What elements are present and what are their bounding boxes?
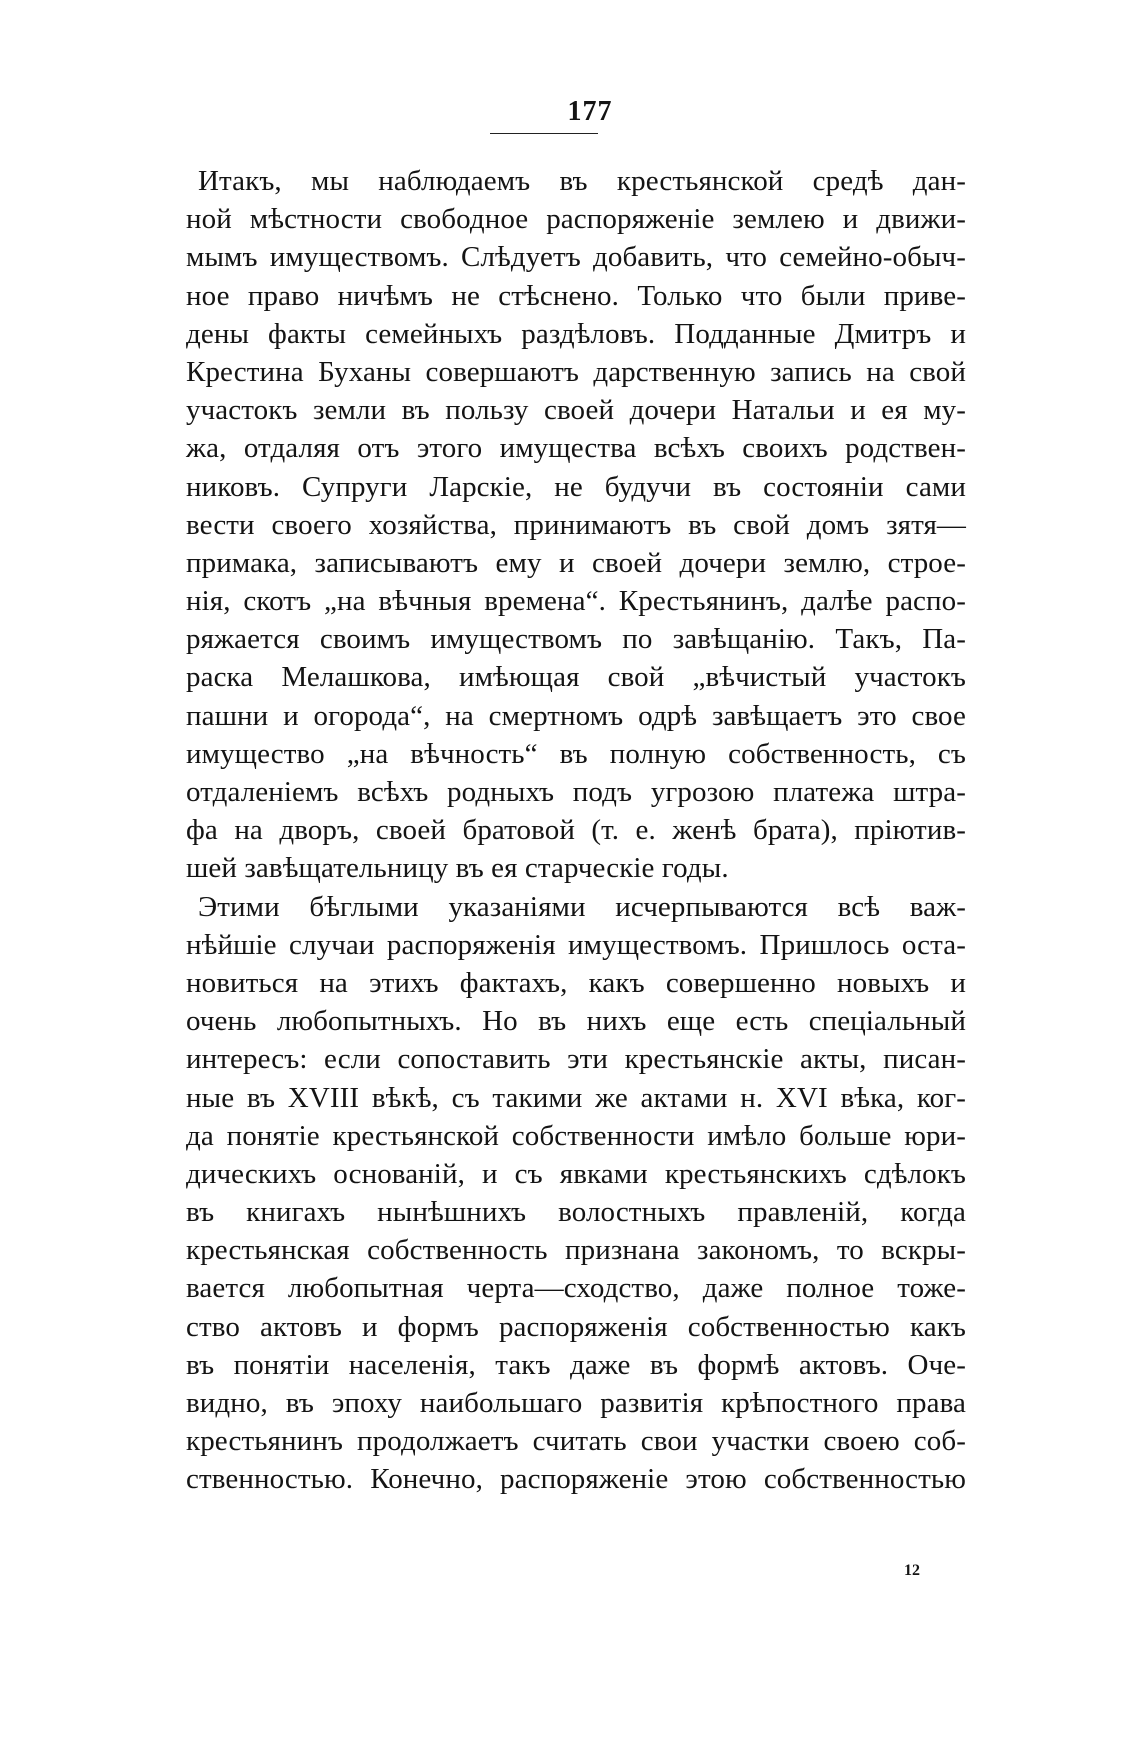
body-text <box>186 162 966 1499</box>
text-line: дическихъ основаній, и съ явками крестьянскихъ сдѣлокъ <box>186 1157 966 1190</box>
text-line: въ понятіи населенія, такъ даже въ формѣ актовъ. Оче- <box>186 1348 966 1381</box>
printer-signature-mark: 12 <box>904 1562 920 1579</box>
text-line: очень любопытныхъ. Но въ нихъ еще есть спеціальный <box>186 1005 966 1038</box>
page-number: 177 <box>567 96 613 127</box>
text-line: дены факты семейныхъ раздѣловъ. Подданные Дмитръ и <box>186 317 966 350</box>
text-line: жа, отдаляя отъ этого имущества всѣхъ своихъ родствен- <box>186 432 966 465</box>
text-line: отдаленіемъ всѣхъ родныхъ подъ угрозою платежа штра- <box>186 776 966 808</box>
text-line: нѣйшіе случаи распоряженія имуществомъ. Пришлось оста- <box>186 928 966 961</box>
text-line: ное право ничѣмъ не стѣснено. Только что были приве- <box>186 279 966 312</box>
text-line: мымъ имуществомъ. Слѣдуетъ добавить, что семейно-обыч- <box>186 241 966 274</box>
text-line: пашни и огорода“, на смертномъ одрѣ завѣщаетъ это свое <box>186 699 966 732</box>
text-line: имущество „на вѣчность“ въ полную собственность, съ <box>186 737 966 770</box>
text-line: ство актовъ и формъ распоряженія собственностью какъ <box>186 1310 966 1343</box>
text-line: ряжается своимъ имуществомъ по завѣщанію. Такъ, Па- <box>186 623 966 656</box>
text-line: фа на дворъ, своей братовой (т. е. женѣ брата), пріютив- <box>186 814 966 847</box>
text-line: примака, записываютъ ему и своей дочери землю, строе- <box>186 546 966 579</box>
text-line: Крестина Буханы совершаютъ дарственную запись на свой <box>186 355 966 388</box>
text-line: ственностью. Конечно, распоряженіе этою собственностью <box>186 1463 966 1496</box>
text-line: вается любопытная черта—сходство, даже полное тоже- <box>186 1272 966 1305</box>
text-line: Этими бѣглыми указаніями исчерпываются всѣ важ- <box>198 890 966 923</box>
text-line: Итакъ, мы наблюдаемъ въ крестьянской средѣ дан- <box>198 165 966 197</box>
text-line: въ книгахъ нынѣшнихъ волостныхъ правленій, когда <box>186 1196 966 1229</box>
text-line: крестьянинъ продолжаетъ считать свои участки своею соб- <box>186 1425 966 1458</box>
text-line: никовъ. Супруги Ларскіе, не будучи въ состояніи сами <box>186 470 966 503</box>
text-line: ной мѣстности свободное распоряженіе землею и движи- <box>186 203 966 236</box>
text-line: нія, скотъ „на вѣчныя времена“. Крестьянинъ, далѣе распо- <box>186 585 966 618</box>
text-line: видно, въ эпоху наибольшаго развитія крѣпостного права <box>186 1387 966 1419</box>
text-line: новиться на этихъ фактахъ, какъ совершенно новыхъ и <box>186 966 966 999</box>
text-line: ные въ XVIII вѣкѣ, съ такими же актами н. XVI вѣка, ког- <box>186 1081 966 1114</box>
text-line: участокъ земли въ пользу своей дочери Натальи и ея му- <box>186 394 966 427</box>
page-number-rule <box>490 133 598 134</box>
text-line: раска Мелашкова, имѣющая свой „вѣчистый участокъ <box>186 661 966 694</box>
text-line: вести своего хозяйства, принимаютъ въ свой домъ зятя— <box>186 508 966 541</box>
text-line: шей завѣщательницу въ ея старческіе годы. <box>186 852 729 885</box>
text-line: крестьянская собственность признана закономъ, то вскры- <box>186 1234 966 1267</box>
text-line: да понятіе крестьянской собственности имѣло больше юри- <box>186 1119 966 1152</box>
text-line: интересъ: если сопоставить эти крестьянскіе акты, писан- <box>186 1043 966 1076</box>
